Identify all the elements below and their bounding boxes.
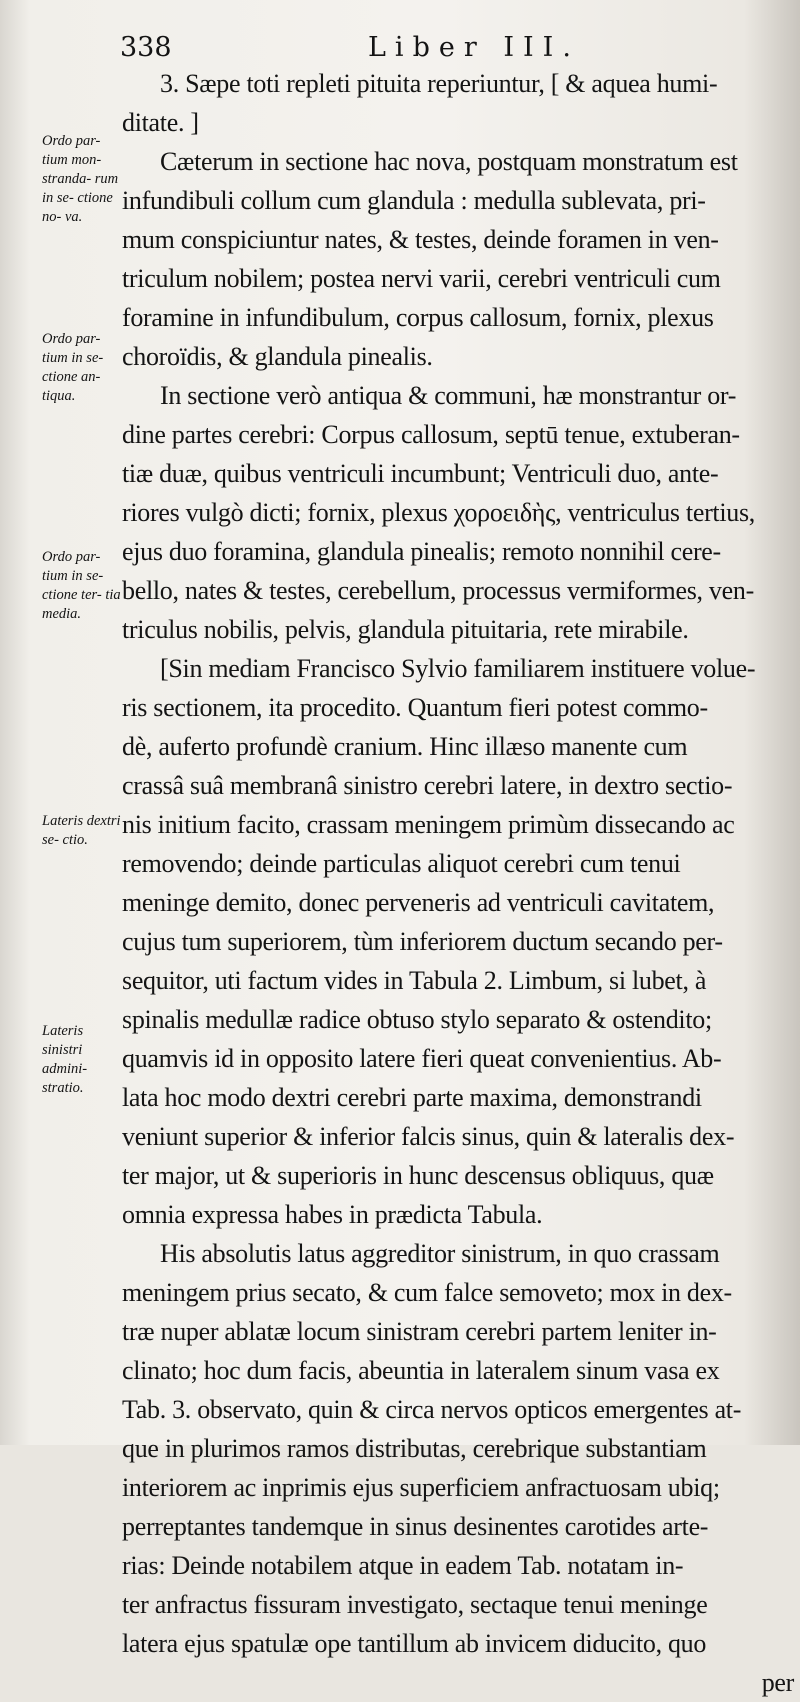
text-line: riores vulgò dicti; fornix, plexus χοροειδὴς, ventriculus tertius, <box>122 498 755 527</box>
text-line: quamvis id in opposito latere fieri queat convenientius. Ab- <box>122 1044 722 1073</box>
text-line: veniunt superior & inferior falcis sinus, quin & lateralis dex- <box>122 1122 735 1151</box>
text-line: ditate. ] <box>122 108 199 137</box>
text-line: triculum nobilem; postea nervi varii, cerebri ventriculi cum <box>122 264 721 293</box>
text-line: meninge demito, donec perveneris ad ventriculi cavitatem, <box>122 888 715 917</box>
text-line: Tab. 3. observato, quin & circa nervos opticos emergentes at- <box>122 1395 742 1424</box>
text-line: dine partes cerebri: Corpus callosum, septū tenue, extuberan- <box>122 420 740 449</box>
text-line: infundibuli collum cum glandula : medulla sublevata, pri- <box>122 186 706 215</box>
text-line: perreptantes tandemque in sinus desinentes carotides arte- <box>122 1512 709 1541</box>
text-line: lata hoc modo dextri cerebri parte maxima, demonstrandi <box>122 1083 702 1112</box>
text-line: ter major, ut & superioris in hunc descensus obliquus, quæ <box>122 1161 714 1190</box>
text-line: spinalis medullæ radice obtuso stylo separato & ostendito; <box>122 1005 712 1034</box>
margin-note: Lateris dextri se- ctio. <box>42 813 121 848</box>
text-line: mum conspiciuntur nates, & testes, deinde foramen in ven- <box>122 225 719 254</box>
text-line: In sectione verò antiqua & communi, hæ monstrantur or- <box>160 381 737 410</box>
text-line: bello, nates & testes, cerebellum, processus vermiformes, ven- <box>122 576 754 605</box>
text-line: His absolutis latus aggreditor sinistrum, in quo crassam <box>160 1239 720 1268</box>
text-line: sequitor, uti factum vides in Tabula 2. Limbum, si lubet, à <box>122 966 707 995</box>
catchword: per <box>761 1668 794 1697</box>
text-line: tiæ duæ, quibus ventriculi incumbunt; Ventriculi duo, ante- <box>122 459 719 488</box>
margin-note: Lateris sinistri admini- stratio. <box>42 1023 88 1096</box>
text-line: Cæterum in sectione hac nova, postquam monstratum est <box>160 147 738 176</box>
page-number: 338 <box>120 32 172 63</box>
running-title: Liber III. <box>368 32 580 63</box>
margin-note: Ordo par- tium in se- ctione ter- tia media. <box>42 549 121 622</box>
text-line: rias: Deinde notabilem atque in eadem Tab. notatam in- <box>122 1551 684 1580</box>
margin-note: Ordo par- tium in se- ctione an- tiqua. <box>42 331 104 404</box>
text-line: ris sectionem, ita procedito. Quantum fieri potest commo- <box>122 693 708 722</box>
text-line: foramine in infundibulum, corpus callosum, fornix, plexus <box>122 303 714 332</box>
text-line: cujus tum superiorem, tùm inferiorem ductum secando per- <box>122 927 723 956</box>
text-line: choroïdis, & glandula pinealis. <box>122 342 433 371</box>
text-line: interiorem ac inprimis ejus superficiem anfractuosam ubiq; <box>122 1473 720 1502</box>
page-header <box>0 32 800 66</box>
text-line: nis initium facito, crassam meningem primùm dissecando ac <box>122 810 735 839</box>
text-line: omnia expressa habes in prædicta Tabula. <box>122 1200 543 1229</box>
text-line: ter anfractus fissuram investigato, sectaque tenui meninge <box>122 1590 708 1619</box>
text-line: latera ejus spatulæ ope tantillum ab invicem diducito, quo <box>122 1629 707 1658</box>
margin-note: Ordo par- tium mon- stranda- rum in se- ctione no- va. <box>42 133 119 225</box>
text-line: crassâ suâ membranâ sinistro cerebri latere, in dextro sectio- <box>122 771 733 800</box>
text-line: 3. Sæpe toti repleti pituita reperiuntur, [ & aquea humi- <box>160 69 718 98</box>
text-line: dè, auferto profundè cranium. Hinc illæso manente cum <box>122 732 688 761</box>
text-line: meningem prius secato, & cum falce semoveto; mox in dex- <box>122 1278 732 1307</box>
text-line: ejus duo foramina, glandula pinealis; remoto nonnihil cere- <box>122 537 721 566</box>
text-line: clinato; hoc dum facis, abeuntia in lateralem sinum vasa ex <box>122 1356 720 1385</box>
main-text <box>122 64 794 1702</box>
text-line: removendo; deinde particulas aliquot cerebri cum tenui <box>122 849 681 878</box>
text-line: que in plurimos ramos distributas, cerebrique substantiam <box>122 1434 707 1463</box>
text-line: træ nuper ablatæ locum sinistram cerebri partem leniter in- <box>122 1317 717 1346</box>
text-line: [Sin mediam Francisco Sylvio familiarem instituere volue- <box>160 654 756 683</box>
text-line: triculus nobilis, pelvis, glandula pituitaria, rete mirabile. <box>122 615 689 644</box>
